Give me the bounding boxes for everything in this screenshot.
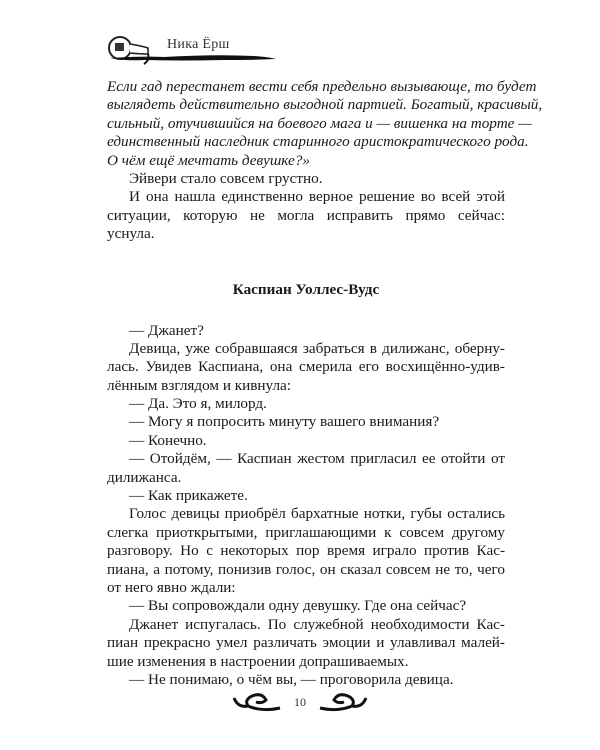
right-ornament-icon [318,690,368,714]
text-line: от него явно ждали: [107,578,236,596]
paragraph [107,597,505,615]
author-name: Ника Ёрш [167,37,230,52]
text-line: — Не понимаю, о чём вы, — проговорила девица. [129,670,454,688]
text-line: — Да. Это я, милорд. [129,395,267,413]
text-line: выглядеть действительно выгодной партией. Богатый, красивый, [107,96,543,114]
paragraph [107,487,505,505]
text-line: — Отойдём, — Каспиан жестом пригласил ее отойти от [129,450,505,468]
text-line: Девица, уже собравшаяся забраться в дилижанс, оберну- [129,339,505,357]
paragraph [107,671,505,689]
text-line: разговору. Но с некоторых пор время играло против Кас- [107,542,505,560]
text-line: О чём ещё мечтать девушке?» [107,151,310,169]
text-line: дилижанса. [107,468,182,486]
text-line: слегка приоткрытыми, приглашающими к совсем другому [107,523,505,541]
paragraph [107,340,505,395]
text-line: — Джанет? [129,321,204,339]
text-line: — Вы сопровождали одну девушку. Где она сейчас? [129,597,467,615]
paragraph [107,78,543,170]
text-line: сильный, отучившийся на боевого мага и — вишенка на торте — [107,114,532,132]
text-line: пиан прекрасно умел различать эмоции и улавливал малей- [107,634,505,652]
text-line: — Конечно. [129,431,207,449]
text-line: ситуации, которую не могла исправить прямо сейчас: [107,206,505,224]
paragraph [107,170,505,188]
paragraph [107,450,505,487]
text-line: И она нашла единственно верное решение во всей этой [129,188,505,206]
text-line: шие изменения в настроении допрашиваемых. [107,652,409,670]
chapter-heading [107,281,505,299]
text-line: уснула. [107,225,155,243]
text-line: лённым взглядом и кивнула: [107,376,292,394]
running-header [104,34,304,68]
paragraph [107,432,505,450]
text-line: Голос девицы приобрёл бархатные нотки, губы остались [129,505,505,523]
heading-text: Каспиан Уоллес-Вудс [232,280,380,298]
paragraph [107,505,505,597]
page-body [107,78,543,689]
page-footer [0,690,600,714]
page-number: 10 [294,695,306,709]
left-ornament-icon [232,690,282,714]
paragraph [107,395,505,413]
text-line: пиана, а потому, понизив голос, он сказал совсем не то, чего [107,560,505,578]
paragraph [107,188,505,243]
text-line: — Могу я попросить минуту вашего внимания? [129,413,440,431]
text-line: Если гад перестанет вести себя предельно вызывающе, то будет [107,78,537,95]
text-line: лась. Увидев Каспиана, она смерила его восхищённо-удив- [107,358,505,376]
text-line: — Как прикажете. [129,487,248,505]
text-line: Джанет испугалась. По служебной необходимости Кас- [129,615,505,633]
paragraph [107,616,505,671]
paragraph [107,322,505,340]
text-line: Эйвери стало совсем грустно. [129,169,323,187]
paragraph [107,413,505,431]
text-line: единственный наследник старинного аристократического рода. [107,133,529,151]
